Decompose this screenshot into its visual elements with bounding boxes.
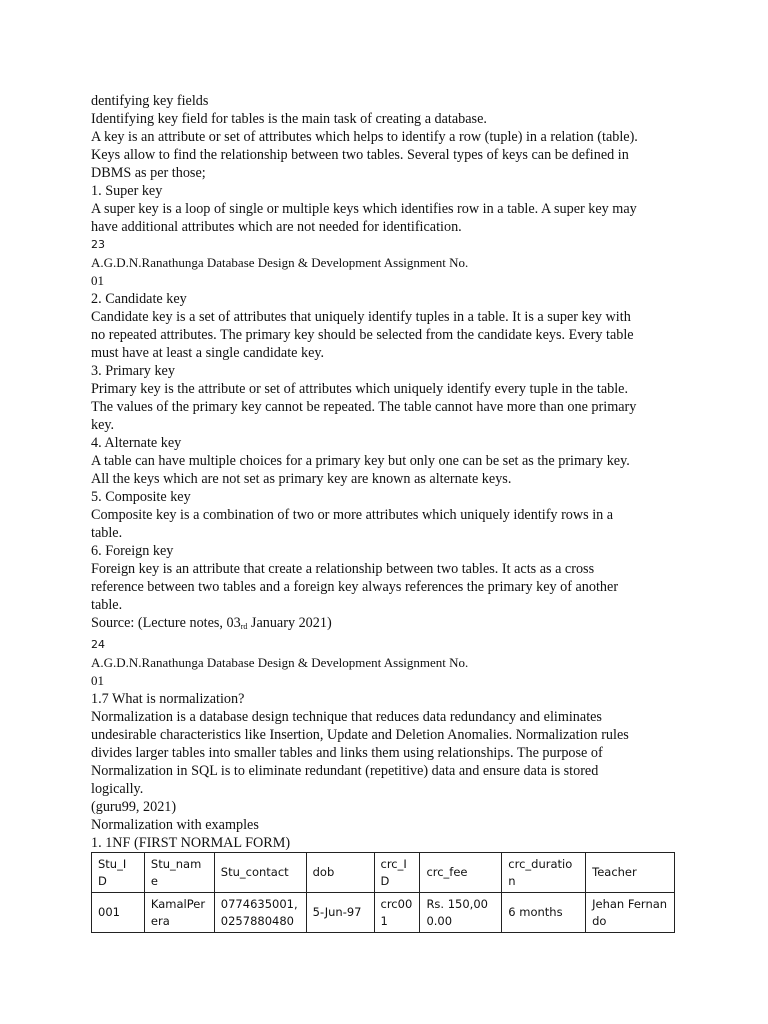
section-heading: 5. Composite key <box>91 489 191 505</box>
column-header: dob <box>306 853 374 893</box>
page-number: 24 <box>91 638 105 651</box>
text-line: All the keys which are not set as primary key are known as alternate keys. <box>91 471 512 487</box>
text-line: have additional attributes which are not needed for identification. <box>91 219 462 235</box>
text-line: Candidate key is a set of attributes that uniquely identify tuples in a table. It is a super key with <box>91 309 631 325</box>
text-line: Normalization in SQL is to eliminate redundant (repetitive) data and ensure data is stored <box>91 763 599 779</box>
text-line: reference between two tables and a foreign key always references the primary key of another <box>91 579 619 595</box>
table-cell: Rs. 150,000.00 <box>420 893 502 933</box>
text-line: Foreign key is an attribute that create a relationship between two tables. It acts as a cross <box>91 561 595 577</box>
table-cell: crc00 1 <box>374 893 420 933</box>
text-line: DBMS as per those; <box>91 165 206 181</box>
table-cell: 5-Jun-97 <box>306 893 374 933</box>
table-cell: 001 <box>92 893 145 933</box>
text-line: divides larger tables into smaller tables and links them using relationships. The purpose of <box>91 745 603 761</box>
column-header: Stu_name <box>144 853 214 893</box>
document-body <box>91 92 681 933</box>
text-line: A key is an attribute or set of attributes which helps to identify a row (tuple) in a relation (table). <box>91 129 638 145</box>
source-prefix: Source: (Lecture notes, 03 <box>91 615 241 631</box>
section-heading: 4. Alternate key <box>91 435 182 451</box>
running-header: A.G.D.N.Ranathunga Database Design & Development Assignment No. <box>91 655 469 670</box>
text-line: Normalization is a database design technique that reduces data redundancy and eliminates <box>91 709 602 725</box>
column-header: crc_I D <box>374 853 420 893</box>
text-line: Keys allow to find the relationship between two tables. Several types of keys can be defined in <box>91 147 629 163</box>
text-line: A table can have multiple choices for a primary key but only one can be set as the primary key. <box>91 453 630 469</box>
section-heading: 1. Super key <box>91 183 163 199</box>
text-line: logically. <box>91 781 144 797</box>
citation: (guru99, 2021) <box>91 799 177 815</box>
section-heading: 2. Candidate key <box>91 291 187 307</box>
1nf-table <box>91 852 675 933</box>
text-line: A super key is a loop of single or multiple keys which identifies row in a table. A super key may <box>91 201 637 217</box>
section-heading: 1.7 What is normalization? <box>91 691 245 707</box>
source-suffix: January 2021) <box>247 615 332 631</box>
table-row <box>92 893 675 933</box>
column-header: Teacher <box>586 853 675 893</box>
running-header-cont: 01 <box>91 273 104 288</box>
text-line: must have at least a single candidate key. <box>91 345 325 361</box>
text-line: Composite key is a combination of two or more attributes which uniquely identify rows in a <box>91 507 614 523</box>
text-line: Primary key is the attribute or set of attributes which uniquely identify every tuple in the table. <box>91 381 629 397</box>
source-superscript: rd <box>240 622 248 631</box>
column-header: crc_duratio n <box>502 853 586 893</box>
text-line: undesirable characteristics like Insertion, Update and Deletion Anomalies. Normalization rules <box>91 727 629 743</box>
source-citation <box>91 614 681 636</box>
page-number: 23 <box>91 238 105 251</box>
column-header: Stu_contact <box>214 853 306 893</box>
text-line: no repeated attributes. The primary key should be selected from the candidate keys. Every table <box>91 327 634 343</box>
text-line: dentifying key fields <box>91 93 209 109</box>
text-line: key. <box>91 417 115 433</box>
text-line: table. <box>91 597 123 613</box>
table-cell: 6 months <box>502 893 586 933</box>
column-header: Stu_I D <box>92 853 145 893</box>
column-header: crc_fee <box>420 853 502 893</box>
running-header: A.G.D.N.Ranathunga Database Design & Development Assignment No. <box>91 255 469 270</box>
text-line: The values of the primary key cannot be repeated. The table cannot have more than one primary <box>91 399 637 415</box>
table-cell: 0774635001, 0257880480 <box>214 893 306 933</box>
section-heading: Normalization with examples <box>91 817 259 833</box>
section-heading: 1. 1NF (FIRST NORMAL FORM) <box>91 835 291 851</box>
table-cell: Jehan Fernando <box>586 893 675 933</box>
table-cell: KamalPer era <box>144 893 214 933</box>
table-header-row <box>92 853 675 893</box>
section-heading: 6. Foreign key <box>91 543 174 559</box>
text-line: Identifying key field for tables is the main task of creating a database. <box>91 111 487 127</box>
section-heading: 3. Primary key <box>91 363 175 379</box>
running-header-cont: 01 <box>91 673 104 688</box>
text-line: table. <box>91 525 123 541</box>
